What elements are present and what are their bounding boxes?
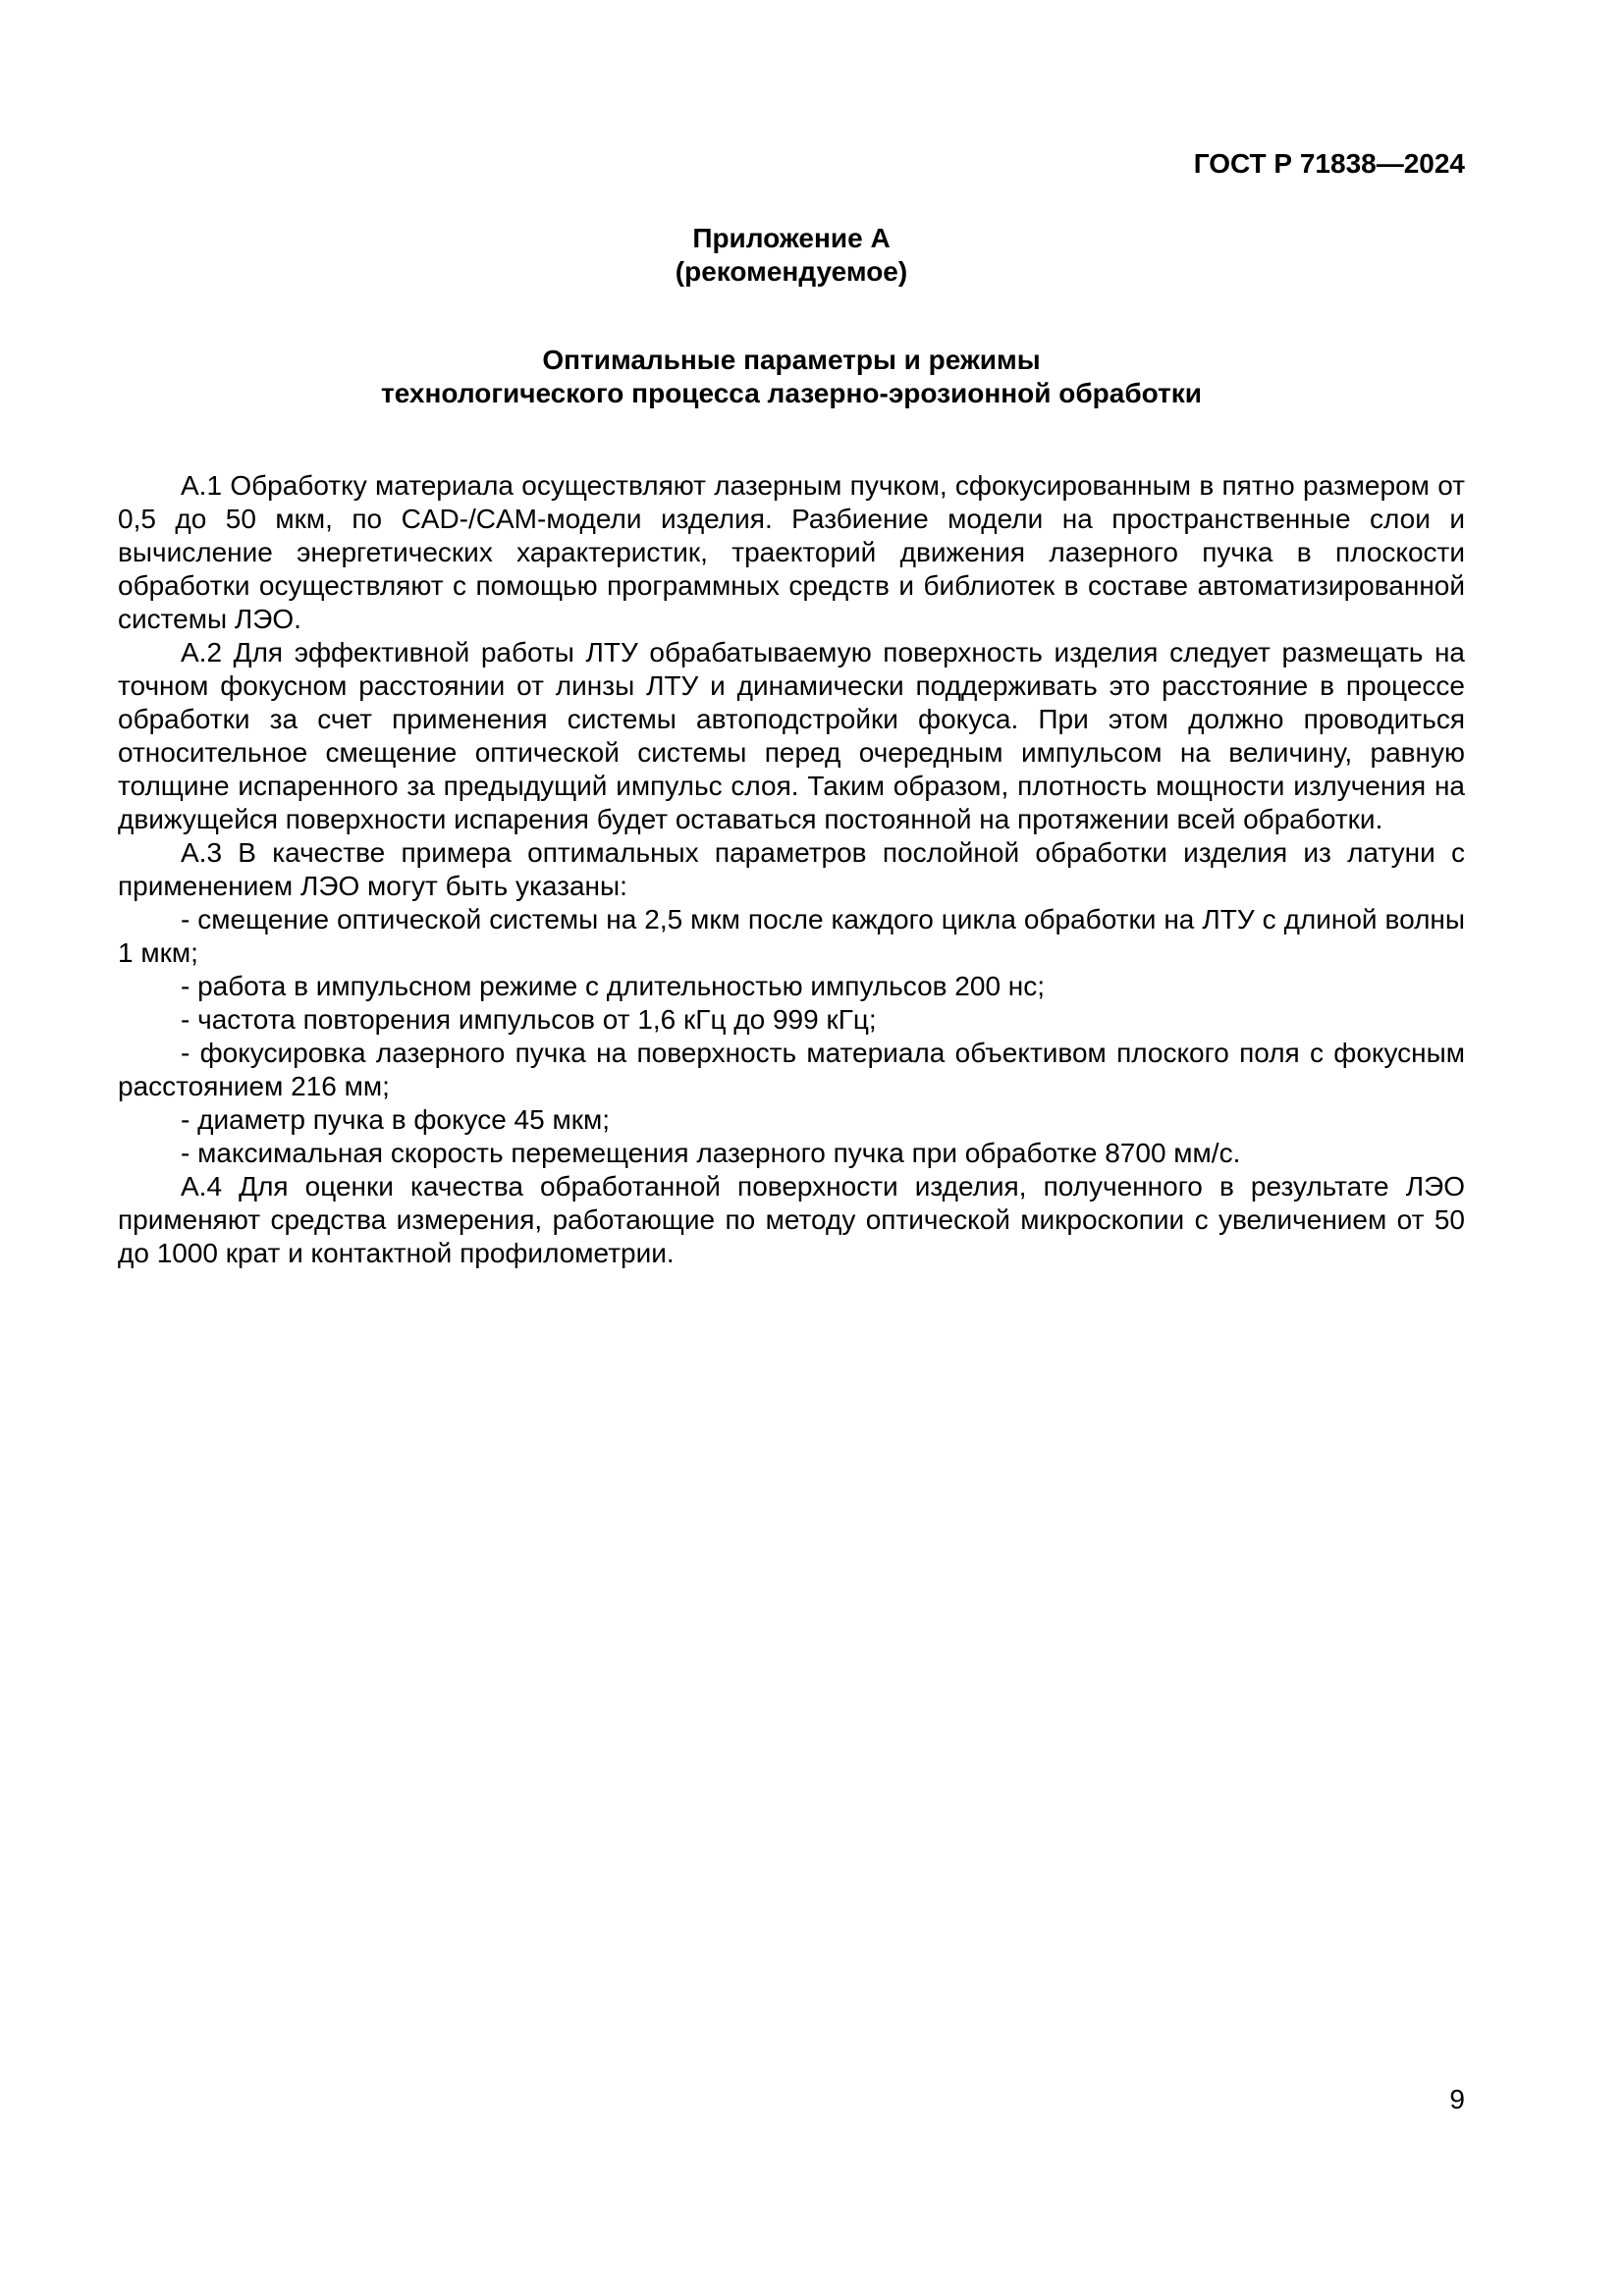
paragraph-a2: А.2 Для эффективной работы ЛТУ обрабатываемую поверхность изделия следует размещать на точном фокусном расстоянии от линзы ЛТУ и динамически поддерживать это расстояние в процессе обработки за счет применения системы автоподстройки фокуса. При этом должно проводиться относительное смещение оптической системы перед очередным импульсом на величину, равную толщине испаренного за предыдущий импульс слоя. Таким образом, плотность мощности излучения на движущейся поверхности испарения будет оставаться постоянной на протяжении всей обработки.	[118, 637, 1465, 834]
list-item: - диаметр пучка в фокусе 45 мкм;	[181, 1104, 611, 1135]
list-item: - максимальная скорость перемещения лазерного пучка при обработке 8700 мм/с.	[181, 1138, 1241, 1168]
appendix-title-line1: Оптимальные параметры и режимы	[542, 345, 1041, 375]
appendix-sublabel: (рекомендуемое)	[675, 256, 908, 287]
page-number: 9	[1449, 2084, 1465, 2114]
body-text	[118, 469, 1465, 1270]
doc-code-header: ГОСТ Р 71838—2024	[1193, 148, 1465, 179]
list-item: - фокусировка лазерного пучка на поверхность материала объективом плоского поля с фокусным расстоянием 216 мм;	[118, 1038, 1465, 1101]
list-item: - частота повторения импульсов от 1,6 кГц до 999 кГц;	[181, 1004, 877, 1035]
list-item: - работа в импульсном режиме с длительностью импульсов 200 нс;	[181, 971, 1046, 1001]
appendix-title-line2: технологического процесса лазерно-эрозионной обработки	[381, 378, 1202, 408]
paragraph-a3-intro: А.3 В качестве примера оптимальных параметров послойной обработки изделия из латуни с применением ЛЭО могут быть указаны:	[118, 837, 1465, 901]
appendix-label: Приложение А	[692, 223, 891, 253]
list-item: - смещение оптической системы на 2,5 мкм после каждого цикла обработки на ЛТУ с длиной волны 1 мкм;	[118, 904, 1465, 968]
paragraph-a4: А.4 Для оценки качества обработанной поверхности изделия, полученного в результате ЛЭО применяют средства измерения, работающие по методу оптической микроскопии с увеличением от 50 до 1000 крат и контактной профилометрии.	[118, 1171, 1465, 1268]
paragraph-a1: А.1 Обработку материала осуществляют лазерным пучком, сфокусированным в пятно размером от 0,5 до 50 мкм, по CAD-/CAM-модели изделия. Разбиение модели на пространственные слои и вычисление энергетических характеристик, траекторий движения лазерного пучка в плоскости обработки осуществляют с помощью программных средств и библиотек в составе автоматизированной системы ЛЭО.	[118, 470, 1465, 634]
appendix-title	[118, 344, 1465, 410]
page-content	[118, 222, 1465, 1270]
